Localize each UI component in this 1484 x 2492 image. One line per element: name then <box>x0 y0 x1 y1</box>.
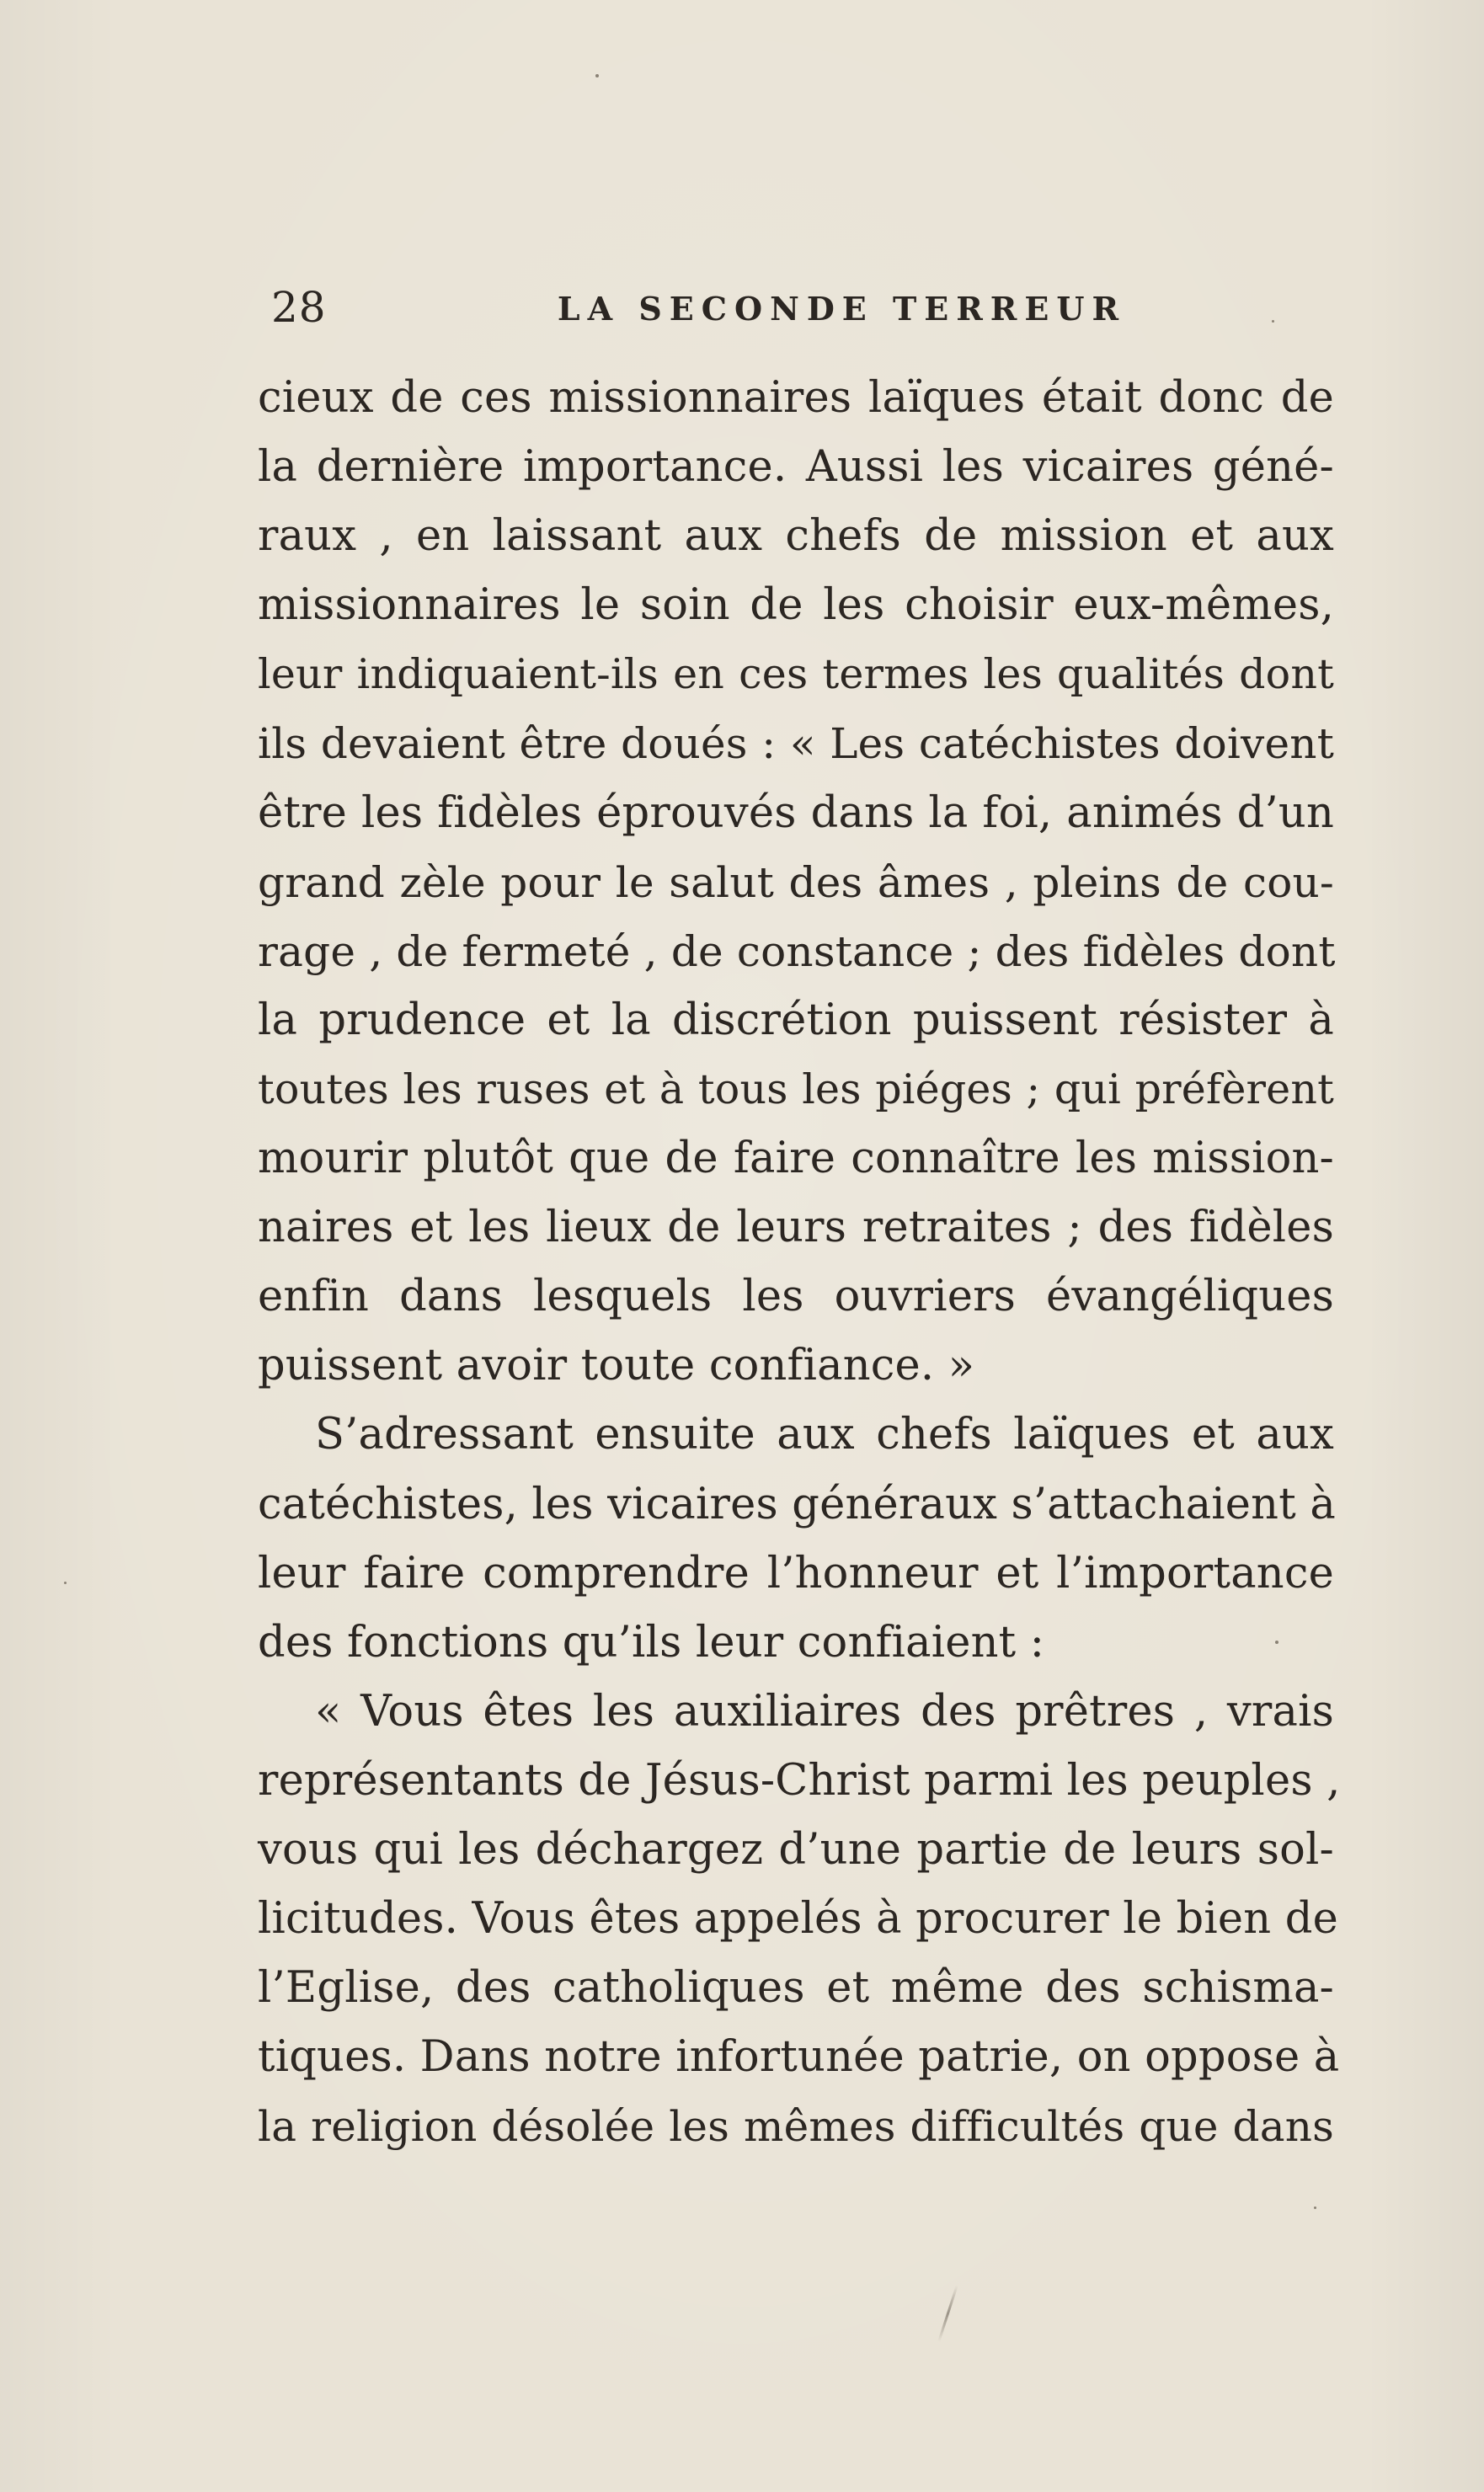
text-line: ils devaient être doués : « Les catéchistes doivent <box>258 719 1334 769</box>
text-line: catéchistes, les vicaires généraux s’attachaient à <box>258 1479 1336 1529</box>
text-line: cieux de ces missionnaires laïques était donc de <box>258 373 1334 423</box>
paper-speck <box>1275 1641 1278 1644</box>
text-line: leur faire comprendre l’honneur et l’importance <box>258 1548 1334 1598</box>
pencil-mark <box>937 2285 958 2342</box>
text-line: naires et les lieux de leurs retraites ; des fidèles <box>258 1203 1334 1253</box>
paper-speck <box>595 74 599 77</box>
running-head <box>271 278 1320 337</box>
text-line: rage , de fermeté , de constance ; des fidèles dont <box>258 926 1336 976</box>
text-line: licitudes. Vous êtes appelés à procurer le bien de <box>258 1894 1338 1945</box>
text-line: tiques. Dans notre infortunée patrie, on oppose à <box>258 2032 1340 2083</box>
text-line: leur indiquaient-ils en ces termes les qualités dont <box>258 650 1334 699</box>
text-line: toutes les ruses et à tous les piéges ; qui préfèrent <box>258 1065 1334 1113</box>
paper-speck <box>64 1582 67 1584</box>
text-line: la religion désolée les mêmes difficultés que dans <box>258 2102 1334 2152</box>
page-number: 28 <box>271 283 327 332</box>
text-line: S’adressant ensuite aux chefs laïques et aux <box>315 1410 1334 1460</box>
text-line: « Vous êtes les auxiliaires des prêtres , vrais <box>315 1686 1334 1737</box>
text-line: vous qui les déchargez d’une partie de leurs sol- <box>258 1824 1334 1875</box>
body-text <box>258 364 1341 2161</box>
text-line: l’Eglise, des catholiques et même des schisma- <box>258 1963 1334 2014</box>
text-line: puissent avoir toute confiance. » <box>258 1341 975 1391</box>
text-line: raux , en laissant aux chefs de mission et aux <box>258 511 1334 562</box>
text-line: missionnaires le soin de les choisir eux-mêmes, <box>258 580 1334 631</box>
paper-speck <box>1272 320 1274 323</box>
text-line: des fonctions qu’ils leur confiaient : <box>258 1617 1045 1668</box>
running-title: LA SECONDE TERREUR <box>557 290 1127 328</box>
text-line: enfin dans lesquels les ouvriers évangéliques <box>258 1272 1334 1322</box>
text-line: la dernière importance. Aussi les vicaires géné- <box>258 442 1334 493</box>
text-line: mourir plutôt que de faire connaître les mission- <box>258 1134 1334 1184</box>
text-line: grand zèle pour le salut des âmes , pleins de cou- <box>258 857 1334 907</box>
text-line: la prudence et la discrétion puissent résister à <box>258 995 1334 1045</box>
paper-speck <box>1314 2207 1316 2209</box>
text-line: être les fidèles éprouvés dans la foi, animés d’un <box>258 787 1334 838</box>
text-line: représentants de Jésus-Christ parmi les peuples , <box>258 1755 1341 1806</box>
